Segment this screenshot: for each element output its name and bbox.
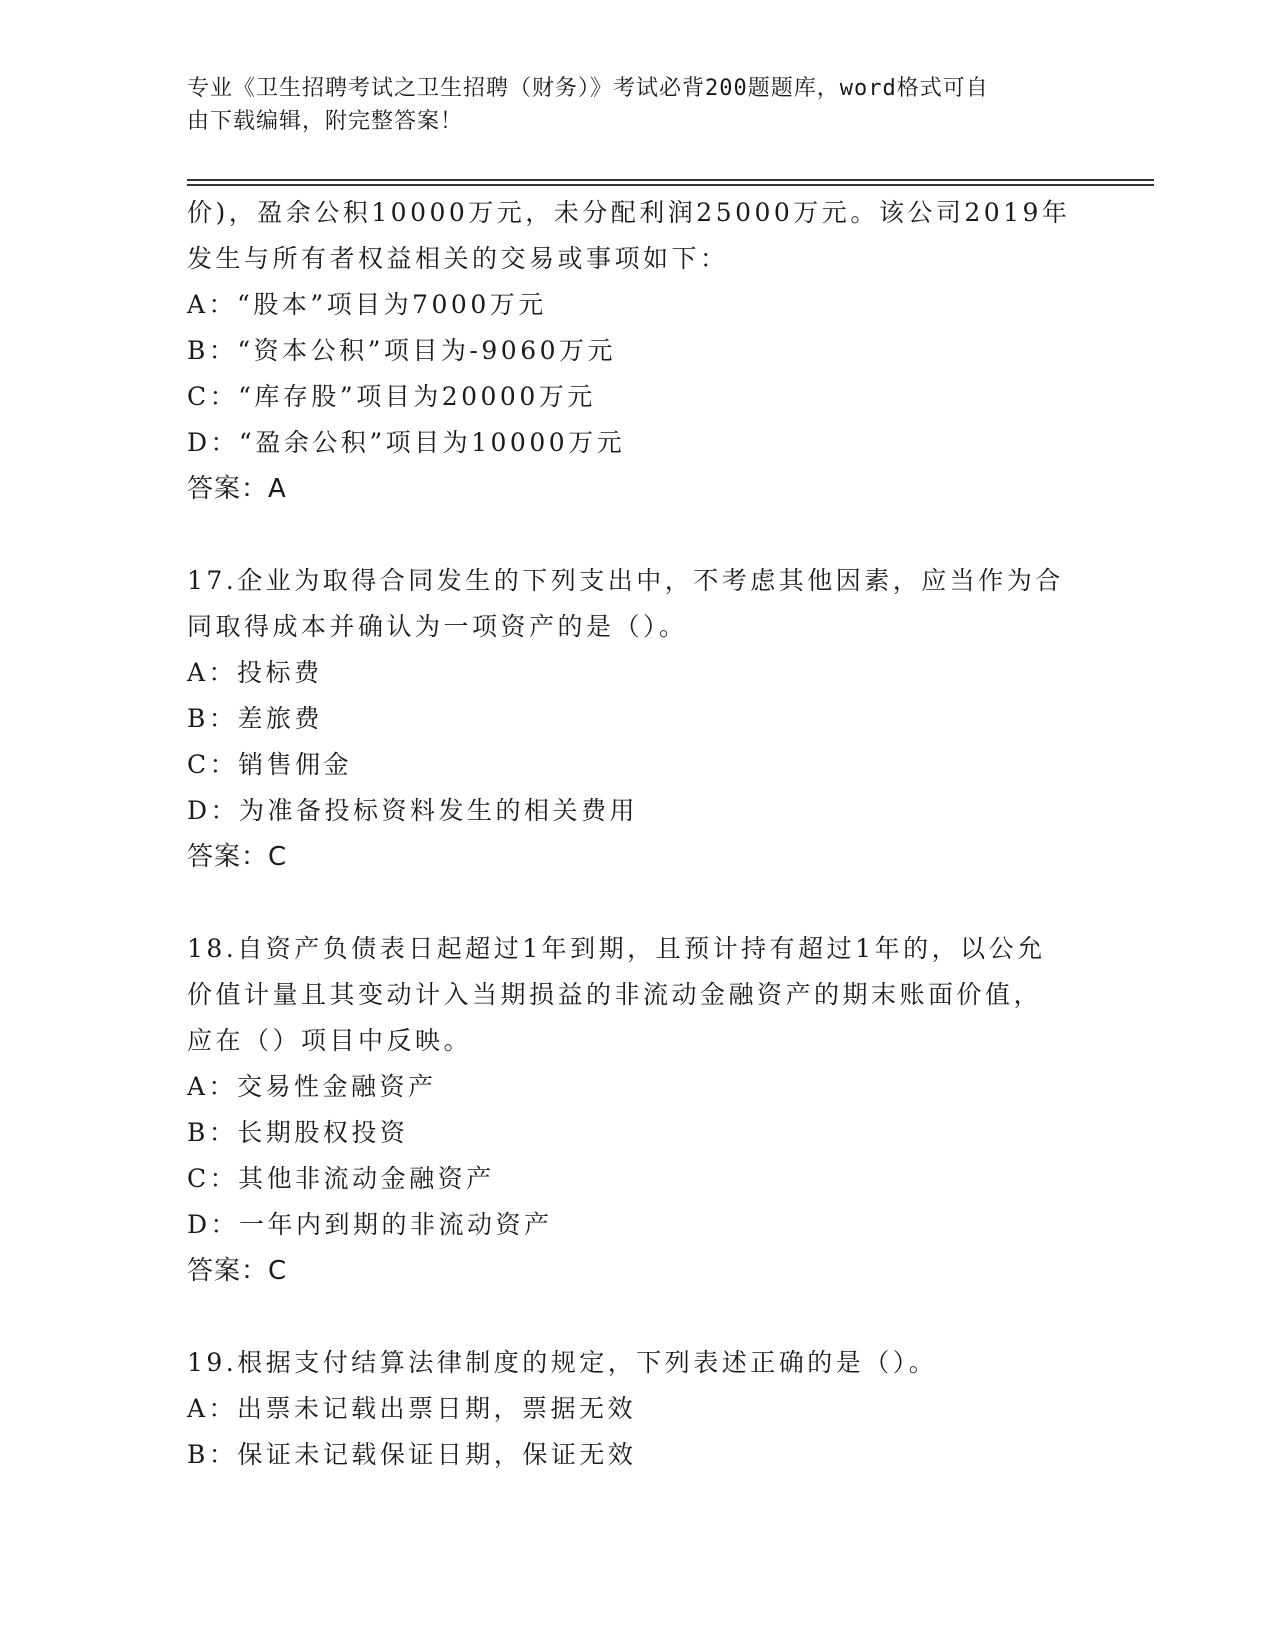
document-body [187, 190, 1071, 1478]
question-block-18 [187, 926, 1067, 1294]
document-header [187, 72, 1067, 138]
option-a: A：交易性金融资产 [187, 1072, 437, 1101]
option-b: B：差旅费 [187, 704, 323, 733]
option-b: B：长期股权投资 [187, 1118, 409, 1147]
question-text: 18.自资产负债表日起超过1年到期，且预计持有超过1年的，以公允 [187, 934, 1046, 963]
option-a: A：“股本”项目为7000万元 [187, 290, 547, 319]
question-text: 价值计量且其变动计入当期损益的非流动金融资产的期末账面价值， [187, 980, 1043, 1009]
question-block-16 [187, 190, 1071, 512]
question-text: 同取得成本并确认为一项资产的是（）。 [187, 612, 688, 641]
question-block-17 [187, 558, 1067, 880]
header-line-1: 专业《卫生招聘考试之卫生招聘（财务）》考试必背200题题库，word格式可自 [187, 76, 989, 101]
answer: 答案：C [187, 1256, 288, 1286]
option-c: C：销售佣金 [187, 750, 353, 779]
header-divider-top [187, 179, 1154, 181]
option-b: B：保证未记载保证日期，保证无效 [187, 1440, 637, 1469]
question-text: 19.根据支付结算法律制度的规定，下列表述正确的是（）。 [187, 1348, 938, 1377]
answer: 答案：A [187, 474, 287, 504]
header-divider-bottom [187, 184, 1154, 186]
option-b: B：“资本公积”项目为-9060万元 [187, 336, 617, 365]
option-a: A：投标费 [187, 658, 323, 687]
option-a: A：出票未记载出票日期，票据无效 [187, 1394, 637, 1423]
header-line-2: 由下载编辑，附完整答案！ [187, 109, 464, 134]
option-c: C：“库存股”项目为20000万元 [187, 382, 596, 411]
question-text: 价)，盈余公积10000万元，未分配利润25000万元。该公司2019年 [187, 198, 1071, 227]
question-text: 发生与所有者权益相关的交易或事项如下： [187, 244, 729, 273]
option-c: C：其他非流动金融资产 [187, 1164, 495, 1193]
option-d: D：一年内到期的非流动资产 [187, 1210, 553, 1239]
question-block-19 [187, 1340, 1067, 1478]
question-text: 17.企业为取得合同发生的下列支出中，不考虑其他因素，应当作为合 [187, 566, 1064, 595]
option-d: D：为准备投标资料发生的相关费用 [187, 796, 639, 825]
option-d: D：“盈余公积”项目为10000万元 [187, 428, 626, 457]
question-text: 应在（）项目中反映。 [187, 1026, 473, 1055]
answer: 答案：C [187, 842, 288, 872]
